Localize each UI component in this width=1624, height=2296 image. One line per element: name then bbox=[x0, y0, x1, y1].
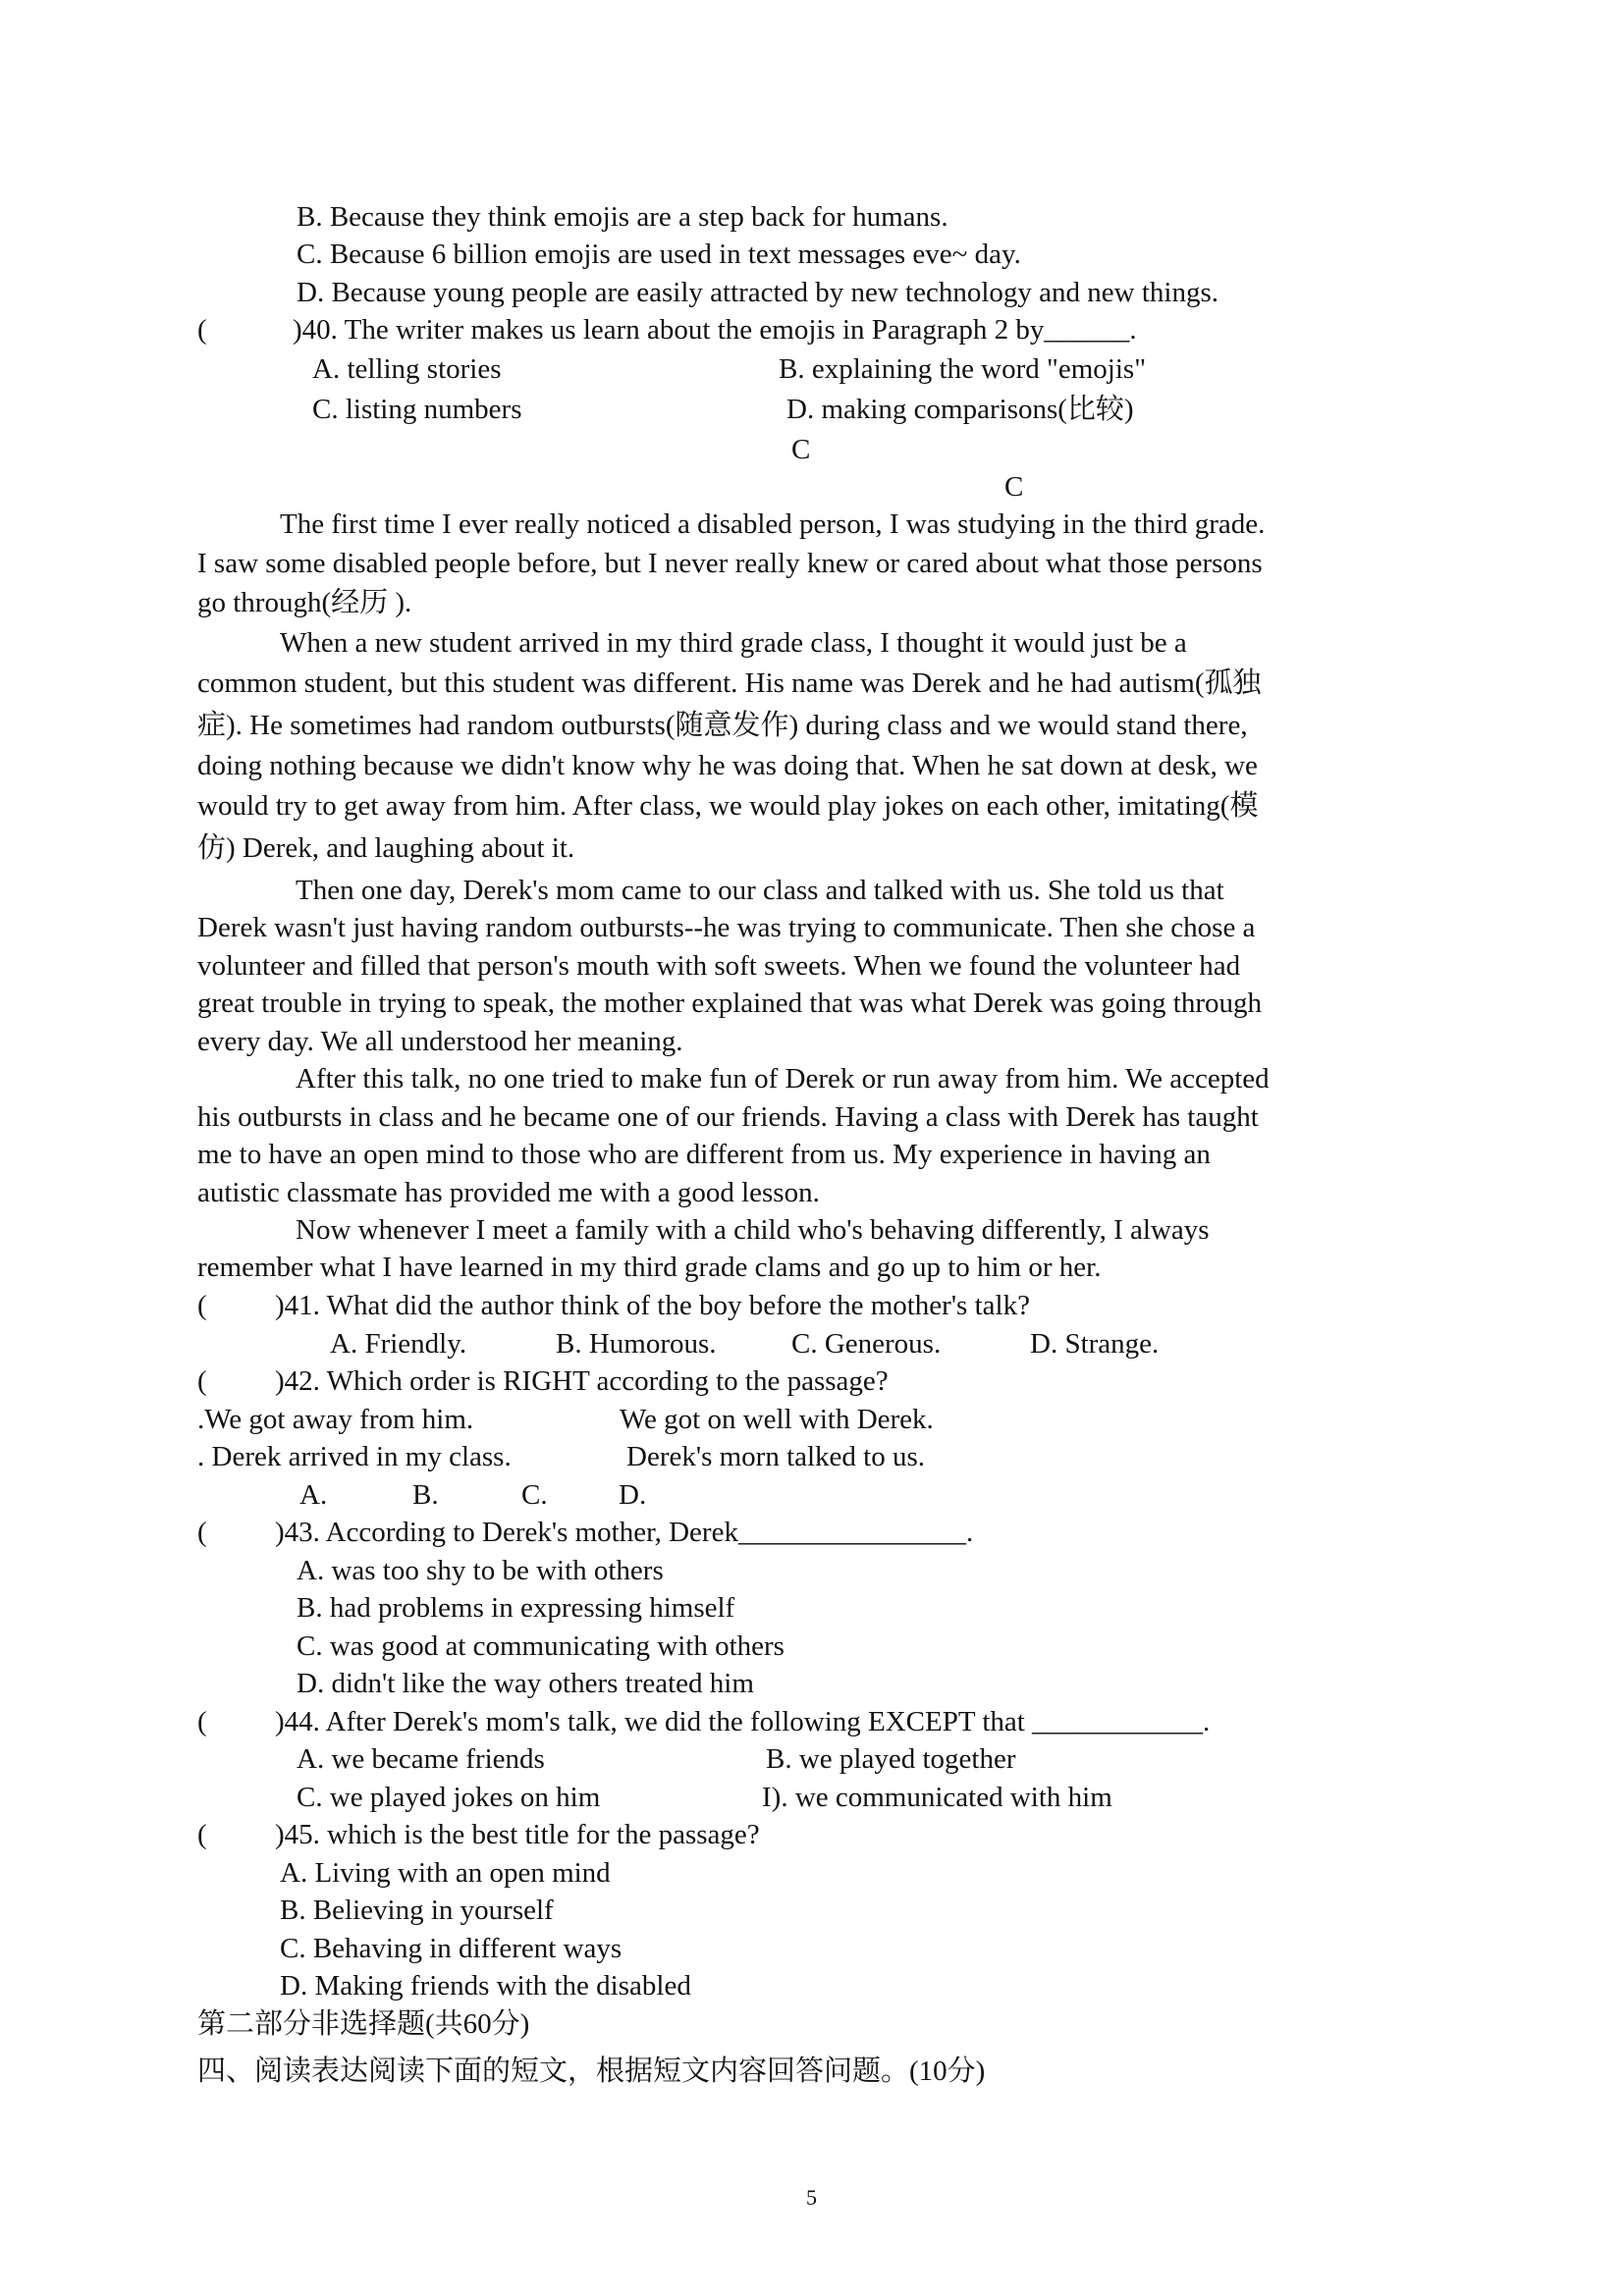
q45-option-c: C. Behaving in different ways bbox=[280, 1933, 623, 1964]
q42-option-b: B. bbox=[412, 1479, 439, 1511]
passage-p2-line3: 症). He sometimes had random outbursts(随意发作) during class and we would stand there, bbox=[197, 710, 1248, 741]
q42-option-a: A. bbox=[299, 1479, 328, 1511]
q44-option-a: A. we became friends bbox=[297, 1743, 545, 1775]
passage-p3-line3: volunteer and filled that person's mouth with soft sweets. When we found the volunteer had bbox=[197, 950, 1241, 982]
passage-p2-line2: common student, but this student was different. His name was Derek and he had autism(孤独 bbox=[197, 667, 1262, 699]
passage-p4-line1: After this talk, no one tried to make fun of Derek or run away from him. We accepted bbox=[296, 1063, 1270, 1095]
passage-p2-line1: When a new student arrived in my third grade class, I thought it would just be a bbox=[280, 627, 1187, 659]
passage-p4-line2: his outbursts in class and he became one of our friends. Having a class with Derek has taught bbox=[197, 1101, 1259, 1133]
q43-option-d: D. didn't like the way others treated him bbox=[297, 1668, 754, 1699]
passage-p4-line4: autistic classmate has provided me with a good lesson. bbox=[197, 1177, 820, 1208]
q40-stem: )40. The writer makes us learn about the emojis in Paragraph 2 by______. bbox=[293, 314, 1137, 346]
q43-option-a: A. was too shy to be with others bbox=[297, 1555, 664, 1586]
passage-p2-line5: would try to get away from him. After class, we would play jokes on each other, imitating(模 bbox=[197, 790, 1259, 822]
q41-option-b: B. Humorous. bbox=[556, 1328, 717, 1360]
q43-answer-paren: ( bbox=[197, 1517, 207, 1548]
q40-option-c: C. listing numbers bbox=[312, 394, 522, 425]
q45-stem: )45. which is the best title for the passage? bbox=[275, 1819, 760, 1850]
passage-p2-line6: 仿) Derek, and laughing about it. bbox=[197, 832, 575, 864]
passage-p2-line4: doing nothing because we didn't know why he was doing that. When he sat down at desk, we bbox=[197, 750, 1258, 781]
q41-option-d: D. Strange. bbox=[1030, 1328, 1160, 1360]
q42-event-4: Derek's morn talked to us. bbox=[626, 1441, 926, 1472]
q39-option-b: B. Because they think emojis are a step back for humans. bbox=[297, 201, 948, 233]
part-two-heading: 第二部分非选择题(共60分) bbox=[197, 2008, 530, 2040]
q42-event-3: . Derek arrived in my class. bbox=[197, 1441, 512, 1472]
q40-option-b: B. explaining the word "emojis" bbox=[779, 353, 1147, 385]
passage-p3-line4: great trouble in trying to speak, the mother explained that was what Derek was going through bbox=[197, 988, 1262, 1019]
q45-answer-paren: ( bbox=[197, 1819, 207, 1850]
passage-p3-line5: every day. We all understood her meaning. bbox=[197, 1026, 683, 1057]
q42-option-c: C. bbox=[521, 1479, 548, 1511]
passage-p1-line3: go through(经历 ). bbox=[197, 587, 412, 618]
page-number: 5 bbox=[806, 2185, 817, 2210]
q42-event-1: .We got away from him. bbox=[197, 1404, 474, 1435]
q45-option-d: D. Making friends with the disabled bbox=[280, 1970, 691, 2002]
q39-option-d: D. Because young people are easily attracted by new technology and new things. bbox=[297, 277, 1218, 308]
q44-stem: )44. After Derek's mom's talk, we did the following EXCEPT that ____________. bbox=[275, 1706, 1211, 1737]
q43-stem: )43. According to Derek's mother, Derek________________. bbox=[275, 1517, 974, 1548]
q40-answer-paren: ( bbox=[197, 314, 207, 346]
q41-option-a: A. Friendly. bbox=[330, 1328, 467, 1360]
q44-option-b: B. we played together bbox=[766, 1743, 1016, 1775]
q44-answer-paren: ( bbox=[197, 1706, 207, 1737]
passage-p5-line1: Now whenever I meet a family with a child who's behaving differently, I always bbox=[296, 1214, 1210, 1246]
q42-answer-paren: ( bbox=[197, 1365, 207, 1397]
passage-p3-line1: Then one day, Derek's mom came to our class and talked with us. She told us that bbox=[296, 875, 1224, 906]
q42-event-2: We got on well with Derek. bbox=[620, 1404, 934, 1435]
q41-stem: )41. What did the author think of the boy before the mother's talk? bbox=[275, 1290, 1030, 1321]
q44-option-d: I). we communicated with him bbox=[762, 1782, 1112, 1813]
q45-option-a: A. Living with an open mind bbox=[280, 1857, 611, 1889]
passage-p1-line1: The first time I ever really noticed a disabled person, I was studying in the third grade. bbox=[280, 508, 1266, 540]
q42-stem: )42. Which order is RIGHT according to the passage? bbox=[275, 1365, 889, 1397]
passage-p3-line2: Derek wasn't just having random outbursts--he was trying to communicate. Then she chose a bbox=[197, 912, 1256, 943]
passage-heading-c: C bbox=[1004, 471, 1024, 503]
q41-option-c: C. Generous. bbox=[791, 1328, 942, 1360]
q43-option-c: C. was good at communicating with others bbox=[297, 1630, 785, 1662]
q40-option-a: A. telling stories bbox=[312, 353, 502, 385]
q43-option-b: B. had problems in expressing himself bbox=[297, 1592, 735, 1624]
passage-p5-line2: remember what I have learned in my third grade clams and go up to him or her. bbox=[197, 1252, 1102, 1283]
section-four-heading: 四、阅读表达阅读下面的短文，根据短文内容回答问题。(10分) bbox=[197, 2056, 986, 2087]
q45-option-b: B. Believing in yourself bbox=[280, 1895, 554, 1926]
q41-answer-paren: ( bbox=[197, 1290, 207, 1321]
q44-option-c: C. we played jokes on him bbox=[297, 1782, 601, 1813]
passage-p1-line2: I saw some disabled people before, but I never really knew or cared about what those persons bbox=[197, 548, 1263, 579]
q39-option-c: C. Because 6 billion emojis are used in text messages eve~ day. bbox=[297, 239, 1021, 270]
passage-p4-line3: me to have an open mind to those who are different from us. My experience in having an bbox=[197, 1139, 1211, 1170]
section-letter-c: C bbox=[791, 434, 811, 465]
q40-option-d: D. making comparisons(比较) bbox=[786, 394, 1134, 425]
q42-option-d: D. bbox=[619, 1479, 647, 1511]
